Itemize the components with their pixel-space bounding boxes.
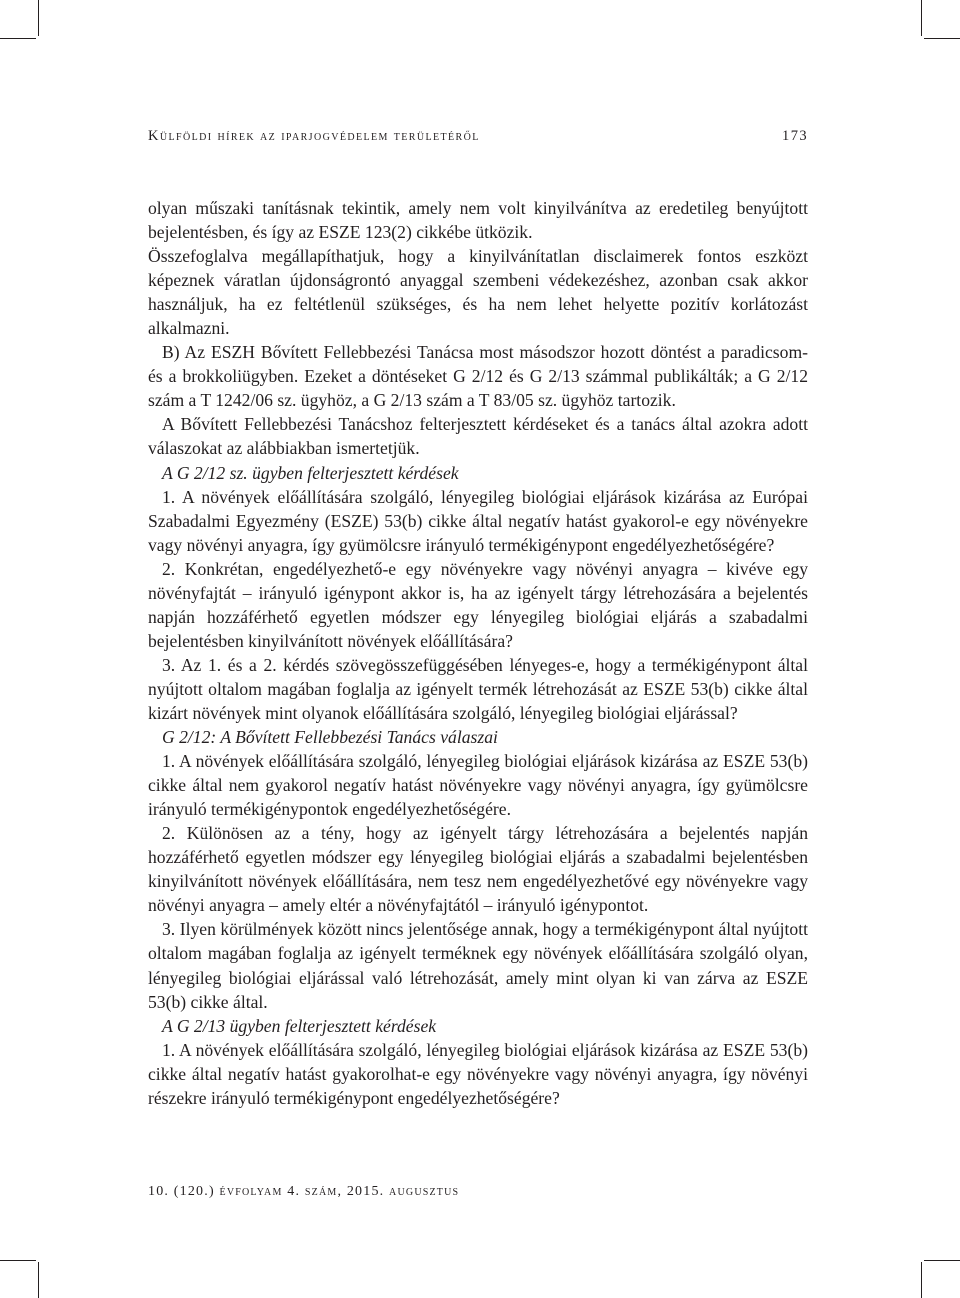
paragraph: 2. Konkrétan, engedélyezhető-e egy növényekre vagy növényi anyagra – kivéve egy növényfajtát – irányuló igénypont akkor is, ha az igényelt tárgy létrehozására a bejelentés napján hozzáférhető egyetlen módszer egy lényegileg biológiai eljárás a szabadalmi bejelentésben kinyilvánított növények előállítására? (148, 558, 808, 651)
section-heading (148, 461, 808, 485)
section-heading-text: G 2/12: A Bővített Fellebbezési Tanács válaszai (162, 727, 498, 748)
crop-mark (0, 38, 36, 39)
crop-mark (38, 1262, 39, 1298)
crop-mark (921, 0, 922, 36)
paragraph: 1. A növények előállítására szolgáló, lényegileg biológiai eljárások kizárása az Európai Szabadalmi Egyezmény (ESZE) 53(b) cikke által negatív hatást gyakorol-e egy növényekre vagy növényi anyagra, így gyümölcsre irányuló termékigénypont engedélyezhetőségére? (148, 486, 808, 555)
paragraph: 3. Az 1. és a 2. kérdés szövegösszefüggésében lényeges-e, hogy a termékigénypont által nyújtott oltalom magában foglalja az igényelt termék létrehozását az ESZE 53(b) cikke által kizárt növények mint olyanok előállítására szolgáló, lényegileg biológiai eljárással? (148, 654, 808, 723)
section-heading-text: A G 2/12 sz. ügyben felterjesztett kérdések (162, 462, 459, 483)
running-title: Külföldi hírek az iparjogvédelem területéről (148, 128, 480, 144)
body-text (148, 196, 808, 1110)
running-footer: 10. (120.) évfolyam 4. szám, 2015. augusztus (148, 1184, 460, 1199)
section-heading (148, 725, 808, 749)
paragraph: 1. A növények előállítására szolgáló, lényegileg biológiai eljárások kizárása az ESZE 53(b) cikke által negatív hatást gyakorolhat-e egy növényekre vagy növényi anyagra, így növényi részekre irányuló termékigénypont engedélyezhetőségére? (148, 1039, 808, 1108)
paragraph: A Bővített Fellebbezési Tanácshoz felterjesztett kérdéseket és a tanács által azokra adott válaszokat az alábbiakban ismertetjük. (148, 414, 808, 459)
running-header (148, 128, 808, 145)
crop-mark (0, 1260, 36, 1261)
paragraph: Összefoglalva megállapíthatjuk, hogy a kinyilvánítatlan disclaimerek fontos eszközt képeznek váratlan újdonságrontó anyaggal szembeni védekezéshez, azonban csak akkor használjuk, ha ez feltétlenül szükséges, és ha nem lehet helyette pozitív korlátozást alkalmazni. (148, 246, 808, 339)
paragraph: 1. A növények előállítására szolgáló, lényegileg biológiai eljárások kizárása az ESZE 53(b) cikke által nem gyakorol negatív hatást növényekre vagy növényi anyagra, így gyümölcsre irányuló termékigénypontok engedélyezhetőségére. (148, 751, 808, 820)
paragraph: 3. Ilyen körülmények között nincs jelentősége annak, hogy a termékigénypont által nyújtott oltalom magában foglalja az igényelt terméknek egy növények előállítására szolgáló olyan, lényegileg biológiai eljárással való létrehozását, amely mint olyan ki van zárva az ESZE 53(b) cikke által. (148, 919, 808, 1012)
paragraph: B) Az ESZH Bővített Fellebbezési Tanácsa most másodszor hozott döntést a paradicsom- és a brokkoliügyben. Ezeket a döntéseket G 2/12 és G 2/13 számmal publikálták; a G 2/12 szám a T 1242/06 sz. ügyhöz, a G 2/13 szám a T 83/05 sz. ügyhöz tartozik. (148, 342, 808, 411)
page-number: 173 (782, 128, 808, 144)
crop-mark (921, 1262, 922, 1298)
crop-mark (924, 38, 960, 39)
section-heading (148, 1014, 808, 1038)
crop-mark (924, 1260, 960, 1261)
paragraph: 2. Különösen az a tény, hogy az igényelt tárgy létrehozására a bejelentés napján hozzáférhető egyetlen módszer egy lényegileg biológiai eljárás a szabadalmi bejelentésben kinyilvánított növények előállítására, nem tesz nem engedélyezhetővé egy növényekre vagy növényi anyagra – amely eltér a növényfajtától – irányuló igénypontot. (148, 823, 808, 916)
section-heading-text: A G 2/13 ügyben felterjesztett kérdések (162, 1015, 437, 1036)
paragraph: olyan műszaki tanításnak tekintik, amely nem volt kinyilvánítva az eredetileg benyújtott bejelentésben, és így az ESZE 123(2) cikkébe ütközik. (148, 198, 808, 243)
crop-mark (38, 0, 39, 36)
